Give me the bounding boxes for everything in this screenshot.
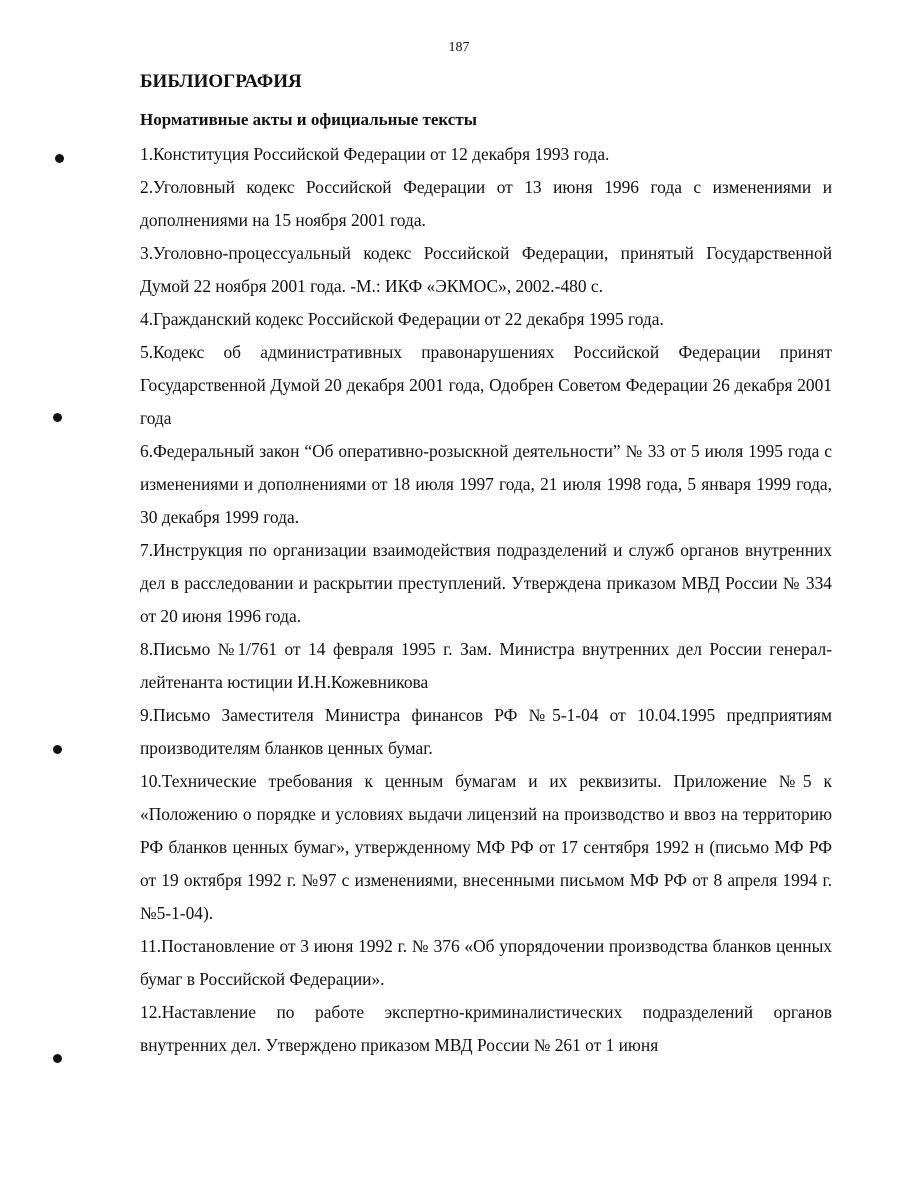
section-subheading: Нормативные акты и официальные тексты	[140, 110, 477, 129]
bibliography-section	[140, 70, 832, 1062]
page-number: 187	[448, 40, 470, 55]
bibliography-entry: 7.Инструкция по организации взаимодействия подразделений и служб органов внутренних дел в расследовании и раскрытии преступлений. Утверждена приказом МВД России № 334 от 20 июня 1996 года.	[140, 540, 832, 626]
bibliography-entry: 11.Постановление от 3 июня 1992 г. № 376 «Об упорядочении производства бланков ценных бумаг в Российской Федерации».	[140, 936, 832, 989]
bibliography-entry: 9.Письмо Заместителя Министра финансов РФ №5-1-04 от 10.04.1995 предприятиям производителям бланков ценных бумаг.	[140, 705, 832, 758]
margin-dot-2	[53, 413, 62, 422]
bibliography-entry: 6.Федеральный закон “Об оперативно-розыскной деятельности” № 33 от 5 июля 1995 года с изменениями и дополнениями от 18 июля 1997 года, 21 июля 1998 года, 5 января 1999 года, 30 декабря 1999 года.	[140, 441, 832, 527]
margin-dot-1	[55, 154, 64, 163]
margin-dot-3	[53, 745, 62, 754]
bibliography-entry: 8.Письмо №1/761 от 14 февраля 1995 г. Зам. Министра внутренних дел России генерал-лейтенанта юстиции И.Н.Кожевникова	[140, 639, 832, 692]
bibliography-entry: 2.Уголовный кодекс Российской Федерации от 13 июня 1996 года с изменениями и дополнениями на 15 ноября 2001 года.	[140, 177, 832, 230]
bibliography-entry: 3.Уголовно-процессуальный кодекс Российской Федерации, принятый Государственной Думой 22 ноября 2001 года. -М.: ИКФ «ЭКМОС», 2002.-480 с.	[140, 243, 832, 296]
bibliography-entry: 1.Конституция Российской Федерации от 12 декабря 1993 года.	[140, 144, 610, 164]
bibliography-entry: 4.Гражданский кодекс Российской Федерации от 22 декабря 1995 года.	[140, 309, 664, 329]
section-heading: БИБЛИОГРАФИЯ	[140, 71, 302, 92]
bibliography-entry: 10.Технические требования к ценным бумагам и их реквизиты. Приложение №5 к «Положению о порядке и условиях выдачи лицензий на производство и ввоз на территорию РФ бланков ценных бумаг», утвержденному МФ РФ от 17 сентября 1992 н (письмо МФ РФ от 19 октября 1992 г. №97 с изменениями, внесенными письмом МФ РФ от 8 апреля 1994 г. №5-1-04).	[140, 771, 832, 923]
margin-dot-4	[53, 1054, 62, 1063]
bibliography-entry: 5.Кодекс об административных правонарушениях Российской Федерации принят Государственной Думой 20 декабря 2001 года, Одобрен Советом Федерации 26 декабря 2001 года	[140, 342, 832, 428]
bibliography-entry: 12.Наставление по работе экспертно-криминалистических подразделений органов внутренних дел. Утверждено приказом МВД России № 261 от 1 июня	[140, 1002, 832, 1055]
